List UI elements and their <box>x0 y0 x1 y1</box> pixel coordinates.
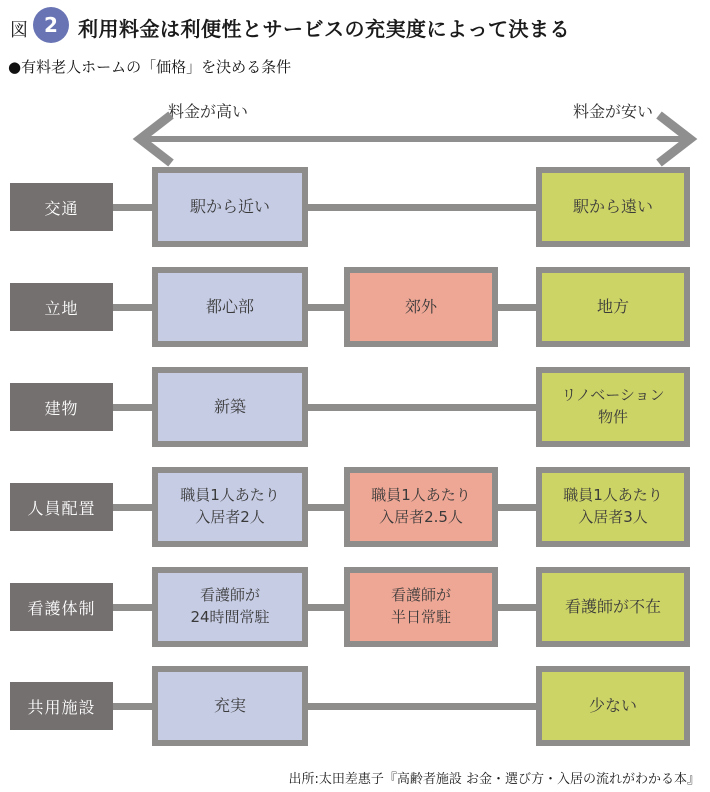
figure-subtitle: ●有料老人ホームの「価格」を決める条件 <box>8 58 292 76</box>
condition-text: 駅から遠い <box>572 197 653 217</box>
condition-text: 職員1人あたり <box>563 486 663 505</box>
condition-text: 職員1人あたり <box>180 486 280 505</box>
condition-box <box>152 367 308 447</box>
condition-text: 地方 <box>596 297 629 317</box>
condition-box <box>152 167 308 247</box>
condition-text: 24時間常駐 <box>190 608 270 626</box>
condition-box <box>152 267 308 347</box>
condition-text: 半日常駐 <box>390 608 451 626</box>
condition-text: 新築 <box>213 397 246 417</box>
source-citation: 出所:太田差惠子『高齢者施設 お金・選び方・入居の流れがわかる本』 <box>288 772 700 787</box>
figure-number: 2 <box>44 13 58 37</box>
condition-box <box>536 467 690 547</box>
row-label: 立地 <box>10 283 113 331</box>
row-label: 人員配置 <box>10 483 113 531</box>
condition-text: 入居者2.5人 <box>379 508 463 526</box>
condition-box <box>152 567 308 647</box>
axis-label-expensive: 料金が高い <box>168 102 249 121</box>
condition-text: 都心部 <box>205 297 254 317</box>
condition-box <box>536 367 690 447</box>
row-label: 交通 <box>10 183 113 231</box>
condition-text: リノベーション <box>561 386 665 405</box>
condition-text: 看護師が <box>199 586 260 605</box>
condition-box <box>344 467 498 547</box>
condition-box <box>152 467 308 547</box>
condition-text: 物件 <box>597 408 628 426</box>
condition-text: 入居者3人 <box>578 508 648 526</box>
condition-text: 職員1人あたり <box>371 486 471 505</box>
figure-label: 図 <box>10 20 28 41</box>
condition-text: 看護師が <box>390 586 451 605</box>
condition-box <box>344 567 498 647</box>
condition-text: 看護師が不在 <box>564 597 661 617</box>
axis-label-cheap: 料金が安い <box>573 102 654 121</box>
condition-box <box>536 167 690 247</box>
condition-box <box>152 666 308 746</box>
row-label: 建物 <box>10 383 113 431</box>
condition-text: 入居者2人 <box>195 508 265 526</box>
condition-box <box>536 666 690 746</box>
condition-box <box>536 567 690 647</box>
condition-box <box>344 267 498 347</box>
double-headed-arrow-icon <box>125 102 705 168</box>
condition-text: 駅から近い <box>189 197 270 217</box>
condition-box <box>536 267 690 347</box>
condition-text: 郊外 <box>404 297 437 317</box>
figure-title: 利用料金は利便性とサービスの充実度によって決まる <box>78 17 570 41</box>
condition-text: 少ない <box>588 696 637 716</box>
figure-number-badge <box>33 7 69 43</box>
row-label: 共用施設 <box>10 682 113 730</box>
row-label: 看護体制 <box>10 583 113 631</box>
condition-text: 充実 <box>213 696 246 716</box>
